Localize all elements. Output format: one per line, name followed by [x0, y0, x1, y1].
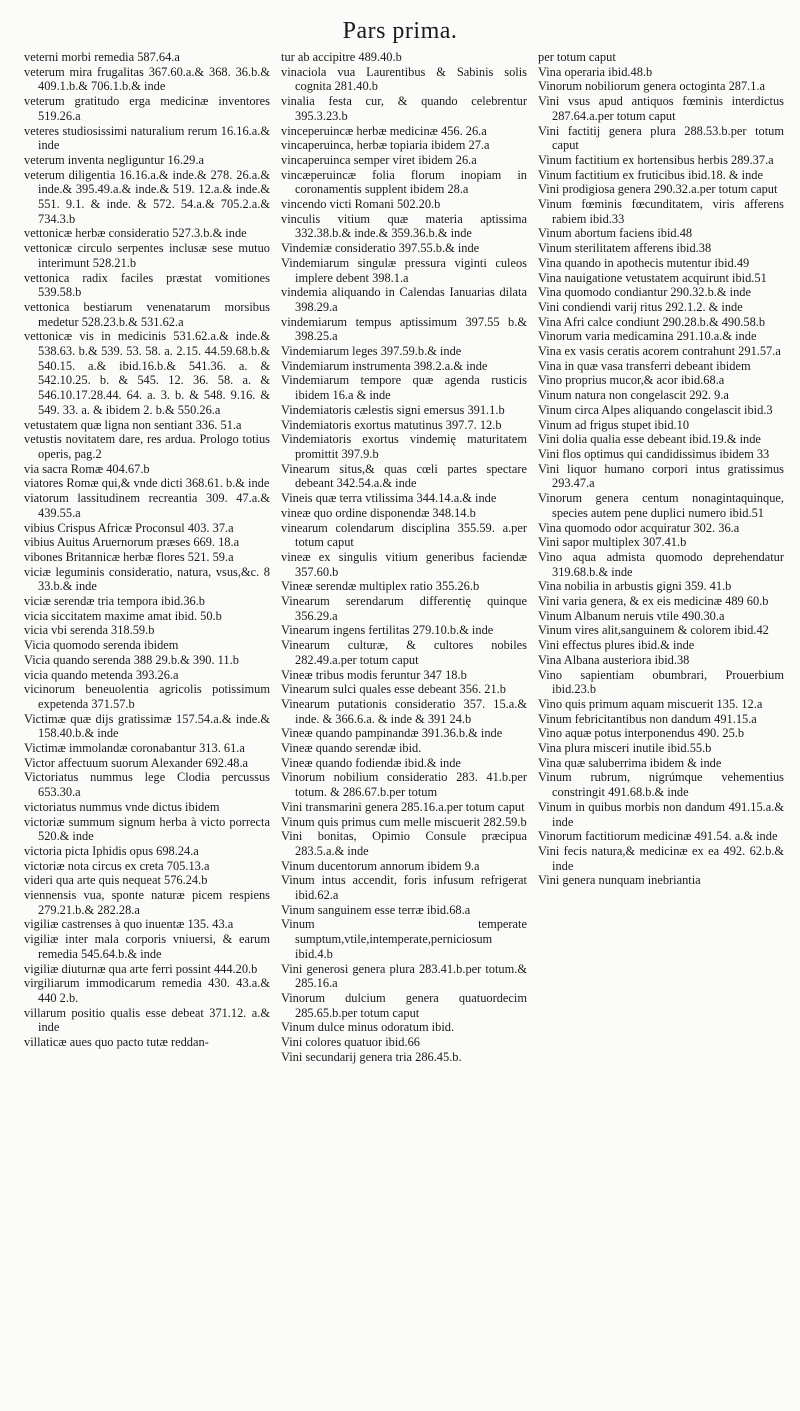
index-entry: Vini bonitas, Opimio Consule præcipua 283.5.a.& inde: [281, 829, 527, 858]
index-entry: vincendo victi Romani 502.20.b: [281, 197, 441, 212]
index-entry: Vini prodigiosa genera 290.32.a.per totum caput: [538, 182, 778, 197]
index-entry: Vino aqua admista quomodo deprehendatur 319.68.b.& inde: [538, 549, 784, 579]
index-entry: Vinorum nobilium consideratio 283. 41.b.per totum. & 286.67.b.per totum: [281, 770, 527, 800]
index-entry: Vini sapor multiplex 307.41.b: [538, 535, 687, 550]
index-entry: Vina ex vasis ceratis acorem contrahunt 291.57.a: [538, 344, 781, 359]
index-entry: vettonicæ herbæ consideratio 527.3.b.& inde: [24, 226, 247, 241]
index-entry: vinearum colendarum disciplina 355.59. a.per totum caput: [281, 520, 527, 550]
index-entry: vetustis novitatem dare, res ardua. Prologo totius operis, pag.2: [24, 432, 270, 461]
index-entry: vinculis vitium quæ materia aptissima 332.38.b.& inde.& 359.36.b.& inde: [281, 211, 527, 241]
index-entry: Vinorum nobiliorum genera octoginta 287.1.a: [538, 79, 766, 94]
index-entry: Vini effectus plures ibid.& inde: [538, 638, 695, 653]
index-entry: viatores Romæ qui,& vnde dicti 368.61. b.& inde: [24, 476, 270, 491]
index-entry: Vino sapientiam obumbrari, Prouerbium ibid.23.b: [538, 667, 784, 697]
index-entry: Vini factitij genera plura 288.53.b.per totum caput: [538, 123, 784, 153]
index-entry: Vinum quis primus cum melle miscuerit 282.59.b: [281, 814, 527, 829]
index-entry: Vini flos optimus qui candidissimus ibidem 33: [538, 446, 770, 461]
index-entry: Vinum in quibus morbis non dandum 491.15.a.& inde: [538, 799, 784, 829]
index-entry: Vini genera nunquam inebriantia: [538, 873, 701, 888]
index-entry: Vini liquor humano corpori intus gratissimus 293.47.a: [538, 461, 784, 491]
index-entry: vincaperuinca, herbæ topiaria ibidem 27.a: [281, 138, 490, 153]
index-entry: viatorum lassitudinem recreantia 309. 47.a.& 439.55.a: [24, 491, 270, 520]
index-entry: veterni morbi remedia 587.64.a: [24, 50, 180, 64]
index-entry: Vinum ducentorum annorum ibidem 9.a: [281, 858, 480, 873]
index-entry: Vina quando in apothecis mutentur ibid.49: [538, 255, 750, 270]
index-entry: Vina plura misceri inutile ibid.55.b: [538, 741, 712, 756]
index-entry: vineæ ex singulis vitium generibus faciendæ 357.60.b: [281, 549, 527, 579]
index-column-2: [281, 50, 527, 1065]
index-entry: victoriæ nota circus ex creta 705.13.a: [24, 858, 210, 873]
index-entry: vindemia aliquando in Calendas Ianuarias dilata 398.29.a: [281, 285, 527, 314]
index-entry: Vinum fœminis fœcunditatem, viris afferens rabiem ibid.33: [538, 197, 784, 226]
index-entry: veterum gratitudo erga medicinæ inventores 519.26.a: [24, 94, 270, 123]
index-entry: vibius Crispus Africæ Proconsul 403. 37.a: [24, 520, 234, 535]
index-entry: Vinum circa Alpes aliquando congelascit ibid.3: [538, 402, 773, 417]
index-entry: Vindemiæ consideratio 397.55.b.& inde: [281, 241, 480, 256]
index-entry: Vineæ quando fodiendæ ibid.& inde: [281, 755, 461, 770]
index-entry: Vindemiatoris exortus vindemię maturitatem promittit 397.9.b: [281, 432, 527, 461]
index-entry: vinceperuincæ herbæ medicinæ 456. 26.a: [281, 123, 487, 138]
index-entry: Vindemiarum leges 397.59.b.& inde: [281, 344, 462, 359]
index-entry: vibones Britannicæ herbæ flores 521. 59.a: [24, 549, 234, 564]
index-entry: Vini condiendi varij ritus 292.1.2. & inde: [538, 299, 743, 314]
index-entry: Vicia quomodo serenda ibidem: [24, 638, 179, 653]
index-entry: Vinearum sulci quales esse debeant 356. 21.b: [281, 682, 506, 697]
index-entry: Vinum abortum faciens ibid.48: [538, 226, 693, 241]
index-entry: vettonicæ circulo serpentes inclusæ sese mutuo interimunt 528.21.b: [24, 241, 270, 270]
index-entry: Vinum ad frigus stupet ibid.10: [538, 417, 690, 432]
index-entry: Vinum temperate sumptum,vtile,intemperate,perniciosum ibid.4.b: [281, 917, 527, 961]
index-entry: Vina Afri calce condiunt 290.28.b.& 490.58.b: [538, 314, 766, 329]
index-entry: Vino proprius mucor,& acor ibid.68.a: [538, 373, 725, 388]
index-entry: Vinorum genera centum nonagintaquinque, species autem pene duplici numero ibid.51: [538, 491, 784, 520]
page-title: Pars prima.: [342, 18, 458, 44]
index-entry: Vindemiatoris exortus matutinus 397.7. 12.b: [281, 417, 502, 432]
index-entry: vicia siccitatem maxime amat ibid. 50.b: [24, 608, 222, 623]
index-entry: vincæperuincæ folia florum inopiam in coronamentis supplent ibidem 28.a: [281, 167, 527, 197]
index-entry: vineæ quo ordine disponendæ 348.14.b: [281, 505, 476, 520]
index-entry: Vinum sanguinem esse terræ ibid.68.a: [281, 902, 471, 917]
index-entry: Vini transmarini genera 285.16.a.per totum caput: [281, 799, 525, 814]
index-entry: Vina operaria ibid.48.b: [538, 64, 653, 79]
index-entry: veterum mira frugalitas 367.60.a.& 368. 36.b.& 409.1.b.& 706.1.b.& inde: [24, 64, 270, 94]
index-entry: Victimæ quæ dijs gratissimæ 157.54.a.& inde.& 158.40.b.& inde: [24, 711, 270, 741]
index-entry: Vini fecis natura,& medicinæ ex ea 492. 62.b.& inde: [538, 843, 784, 873]
index-entry: Vinum Albanum neruis vtile 490.30.a: [538, 608, 725, 623]
index-entry: Vina in quæ vasa transferri debeant ibidem: [538, 358, 751, 373]
index-entry: Vinum natura non congelascit 292. 9.a: [538, 388, 729, 403]
index-entry: Vineis quæ terra vtilissima 344.14.a.& inde: [281, 491, 497, 506]
index-entry: Vini secundarij genera tria 286.45.b.: [281, 1049, 462, 1064]
index-entry: Vinum vires alit,sanguinem & colorem ibid.42: [538, 623, 769, 638]
index-entry: vettonicæ vis in medicinis 531.62.a.& inde.& 538.63. b.& 539. 53. 58. a. 2.15. 44.59.68.b.& 540.15. a.& ibid.16.b.& 541.36. a. & 542.10.25. b. & 545. 12. 36. 58. a. & 546.10.17.28.44. 64. a. 3. b. & 548. 9.16. & 549. 33. a. & ibidem 2. b.& 550.26.a: [24, 329, 270, 417]
index-entry: Vindemiatoris cælestis signi emersus 391.1.b: [281, 402, 505, 417]
index-entry: Vinearum situs,& quas cœli partes spectare debeant 342.54.a.& inde: [281, 461, 527, 491]
index-entry: villaticæ aues quo pacto tutæ reddan-: [24, 1035, 209, 1050]
index-entry: Vindemiarum singulæ pressura viginti culeos implere debent 398.1.a: [281, 255, 527, 285]
index-entry: per totum caput: [538, 50, 616, 64]
index-entry: Vinum dulce minus odoratum ibid.: [281, 1020, 455, 1035]
index-entry: Victoriatus nummus lege Clodia percussus 653.30.a: [24, 770, 270, 800]
index-entry: Victimæ immolandæ coronabantur 313. 61.a: [24, 741, 245, 756]
index-entry: veteres studiosissimi naturalium rerum 16.16.a.& inde: [24, 123, 270, 153]
index-entry: veterum inventa negliguntur 16.29.a: [24, 152, 204, 167]
index-entry: vicinorum beneuolentia agricolis potissimum expetenda 371.57.b: [24, 682, 270, 711]
index-entry: Vina quomodo odor acquiratur 302. 36.a: [538, 520, 740, 535]
index-entry: victoriæ summum signum herba à victo porrecta 520.& inde: [24, 814, 270, 844]
index-entry: Vinorum dulcium genera quatuordecim 285.65.b.per totum caput: [281, 991, 527, 1020]
index-entry: Vinorum factitiorum medicinæ 491.54. a.& inde: [538, 829, 778, 844]
index-entry: Vina Albana austeriora ibid.38: [538, 652, 690, 667]
index-entry: vindemiarum tempus aptissimum 397.55 b.& 398.25.a: [281, 314, 527, 344]
index-entry: Vindemiarum tempore quæ agenda rusticis ibidem 16.a & inde: [281, 373, 527, 403]
index-entry: Vini generosi genera plura 283.41.b.per totum.& 285.16.a: [281, 961, 527, 991]
index-entry: Vina quæ saluberrima ibidem & inde: [538, 755, 722, 770]
index-entry: Vinum intus accendit, foris infusum refrigerat ibid.62.a: [281, 873, 527, 903]
index-entry: Vinum rubrum, nigrúmque vehementius constringit 491.68.b.& inde: [538, 770, 784, 800]
index-entry: Vineæ quando serendæ ibid.: [281, 741, 422, 756]
index-entry: victoriatus nummus vnde dictus ibidem: [24, 799, 220, 814]
index-entry: viennensis vua, sponte naturæ picem respiens 279.21.b.& 282.28.a: [24, 888, 270, 917]
index-entry: virgiliarum immodicarum remedia 430. 43.a.& 440 2.b.: [24, 976, 270, 1005]
index-entry: Vicia quando serenda 388 29.b.& 390. 11.b: [24, 652, 239, 667]
index-entry: vettonica bestiarum venenatarum morsibus medetur 528.23.b.& 531.62.a: [24, 299, 270, 329]
index-entry: Vinearum ingens fertilitas 279.10.b.& inde: [281, 623, 494, 638]
index-entry: viciæ serendæ tria tempora ibid.36.b: [24, 594, 206, 609]
index-column-1: [24, 50, 270, 1065]
index-entry: victoria picta Iphidis opus 698.24.a: [24, 843, 199, 858]
index-entry: Vinorum varia medicamina 291.10.a.& inde: [538, 329, 757, 344]
index-entry: Vini colores quatuor ibid.66: [281, 1035, 420, 1050]
index-entry: viciæ leguminis consideratio, natura, vsus,&c. 8 33.b.& inde: [24, 564, 270, 594]
index-entry: Vina nobilia in arbustis gigni 359. 41.b: [538, 579, 732, 594]
index-entry: Vinum factitium ex fruticibus ibid.18. & inde: [538, 167, 764, 182]
index-entry: videri qua arte quis nequeat 576.24.b: [24, 873, 208, 888]
index-entry: Victor affectuum suorum Alexander 692.48.a: [24, 755, 249, 770]
index-columns: [24, 50, 784, 1065]
index-entry: Vinearum putationis consideratio 357. 15.a.& inde. & 366.6.a. & inde & 391 24.b: [281, 696, 527, 726]
index-entry: Vino quis primum aquam miscuerit 135. 12.a: [538, 696, 763, 711]
index-entry: Vinearum serendarum differentię quinque 356.29.a: [281, 594, 527, 623]
index-entry: Vini dolia qualia esse debeant ibid.19.& inde: [538, 432, 761, 447]
index-entry: vigiliæ castrenses à quo inuentæ 135. 43.a: [24, 917, 234, 932]
index-entry: Vineæ serendæ multiplex ratio 355.26.b: [281, 579, 480, 594]
index-entry: Vindemiarum instrumenta 398.2.a.& inde: [281, 358, 488, 373]
index-entry: Vino aquæ potus interponendus 490. 25.b: [538, 726, 745, 741]
index-entry: Vina quomodo condiantur 290.32.b.& inde: [538, 285, 751, 300]
index-entry: Vinum febricitantibus non dandum 491.15.a: [538, 711, 757, 726]
index-entry: veterum diligentia 16.16.a.& inde.& 278. 26.a.& inde.& 395.49.a.& inde.& 519. 12.a.& inde.& 551. 9.1. & inde. & 572. 54.a.& 705.2.a.& 734.3.b: [24, 167, 270, 226]
index-entry: vinaciola vua Laurentibus & Sabinis solis cognita 281.40.b: [281, 64, 527, 94]
index-entry: Vineæ tribus modis feruntur 347 18.b: [281, 667, 467, 682]
index-entry: vettonica radix faciles præstat vomitiones 539.58.b: [24, 270, 270, 300]
index-entry: vigiliæ diuturnæ qua arte ferri possint 444.20.b: [24, 961, 258, 976]
index-entry: vincaperuinca semper viret ibidem 26.a: [281, 152, 477, 167]
index-entry: vinalia festa cur, & quando celebrentur 395.3.23.b: [281, 94, 527, 123]
index-entry: Vinum sterilitatem afferens ibid.38: [538, 241, 712, 256]
index-entry: vetustatem quæ ligna non sentiant 336. 51.a: [24, 417, 242, 432]
index-entry: via sacra Romæ 404.67.b: [24, 461, 150, 476]
index-entry: villarum positio qualis esse debeat 371.12. a.& inde: [24, 1005, 270, 1035]
index-entry: vicia vbi serenda 318.59.b: [24, 623, 155, 638]
index-entry: Vinum factitium ex hortensibus herbis 289.37.a: [538, 152, 774, 167]
index-entry: Vina nauigatione vetustatem acquirunt ibid.51: [538, 270, 767, 285]
index-entry: Vini vsus apud antiquos fœminis interdictus 287.64.a.per totum caput: [538, 94, 784, 123]
index-entry: tur ab accipitre 489.40.b: [281, 50, 402, 64]
index-entry: vigiliæ inter mala corporis vniuersi, & earum remedia 545.64.b.& inde: [24, 932, 270, 961]
index-entry: vicia quando metenda 393.26.a: [24, 667, 179, 682]
index-entry: vibius Auitus Aruernorum præses 669. 18.a: [24, 535, 240, 550]
index-entry: Vinearum culturæ, & cultores nobiles 282.49.a.per totum caput: [281, 638, 527, 667]
index-entry: Vini varia genera, & ex eis medicinæ 489 60.b: [538, 594, 769, 609]
index-column-3: [538, 50, 784, 1065]
index-entry: Vineæ quando pampinandæ 391.36.b.& inde: [281, 726, 503, 741]
